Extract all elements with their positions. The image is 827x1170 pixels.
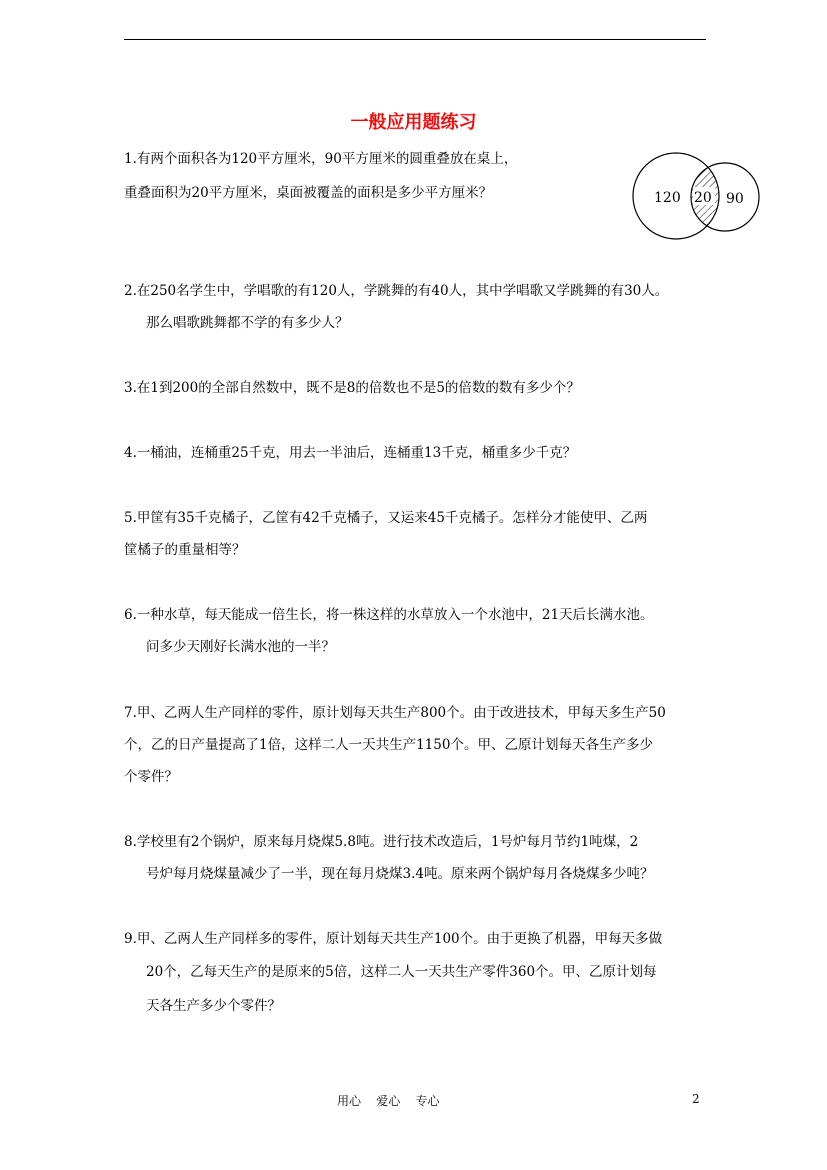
footer-motto: 用心 爱心 专心 [337,1094,440,1108]
problem-1-line-2: 重叠面积为20平方厘米，桌面被覆盖的面积是多少平方厘米？ [124,185,493,201]
problem-9-line-2: 20个，乙每天生产的是原来的5倍，这样二人一天共生产零件360个。甲、乙原计划每 [146,964,657,980]
page-number: 2 [692,1092,700,1106]
problem-2-line-1: 2.在250名学生中，学唱歌的有120人，学跳舞的有40人，其中学唱歌又学跳舞的有30人。 [124,283,669,299]
venn-overlap-label: 20 [694,190,712,206]
problem-5-line-1: 5.甲筐有35千克橘子，乙筐有42千克橘子，又运来45千克橘子。怎样分才能使甲、乙两 [124,510,648,526]
problem-1-line-1: 1.有两个面积各为120平方厘米，90平方厘米的圆重叠放在桌上， [124,151,518,167]
problem-6-line-1: 6.一种水草，每天能成一倍生长，将一株这样的水草放入一个水池中，21天后长满水池。 [124,607,654,623]
page-title: 一般应用题练习 [350,112,477,133]
header-rule [124,39,706,40]
venn-right-label: 90 [726,191,744,207]
problem-7-line-3: 个零件？ [124,769,178,785]
problem-2-line-2: 那么唱歌跳舞都不学的有多少人？ [146,315,349,331]
venn-diagram [628,148,764,242]
problem-9-line-1: 9.甲、乙两人生产同样多的零件，原计划每天共生产100个。由于更换了机器，甲每天多做 [124,931,663,947]
problem-9-line-3: 天各生产多少个零件？ [146,998,281,1014]
problem-6-line-2: 问多少天刚好长满水池的一半？ [146,639,335,655]
problem-8-line-2: 号炉每月烧煤量减少了一半，现在每月烧煤3.4吨。原来两个锅炉每月各烧煤多少吨？ [146,866,654,882]
problem-8-line-1: 8.学校里有2个锅炉，原来每月烧煤5.8吨。进行技术改造后，1号炉每月节约1吨煤，2 [124,834,639,850]
problem-3-line-1: 3.在1到200的全部自然数中，既不是8的倍数也不是5的倍数的数有多少个？ [124,380,580,396]
problem-5-line-2: 筐橘子的重量相等？ [124,542,246,558]
problem-4-line-1: 4.一桶油，连桶重25千克，用去一半油后，连桶重13千克，桶重多少千克？ [124,445,577,461]
page-footer [0,1092,827,1112]
venn-left-label: 120 [654,190,681,206]
problem-7-line-1: 7.甲、乙两人生产同样的零件，原计划每天共生产800个。由于改进技术，甲每天多生产50 [124,705,666,721]
problem-7-line-2: 个，乙的日产量提高了1倍，这样二人一天共生产1150个。甲、乙原计划每天各生产多少 [124,737,653,753]
